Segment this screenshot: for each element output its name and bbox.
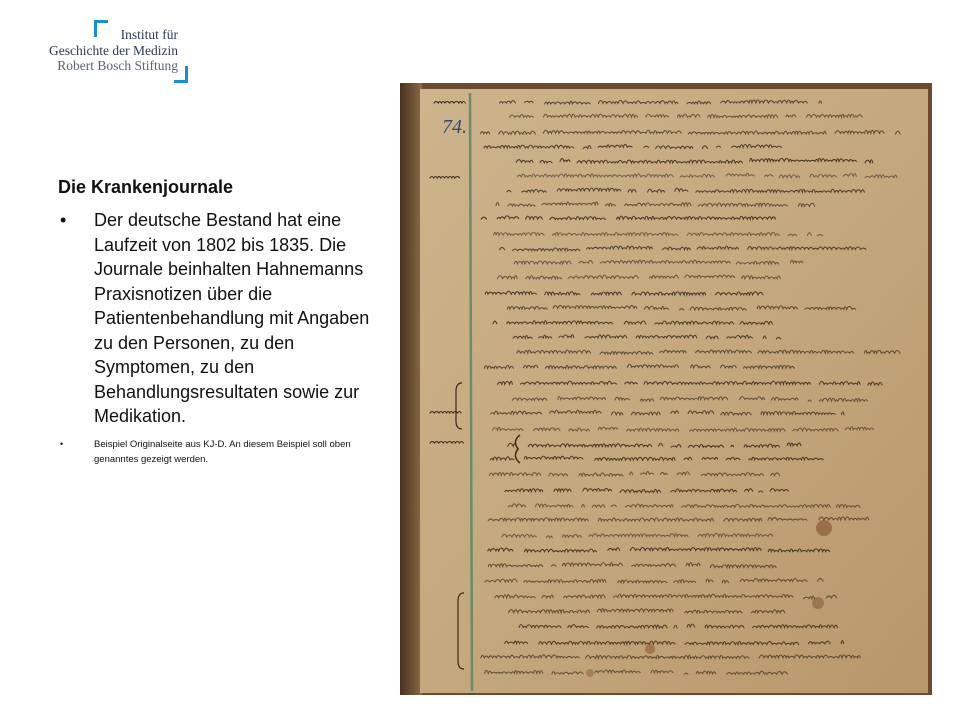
paper-page bbox=[420, 89, 928, 693]
small-bullet-text: Beispiel Originalseite aus KJ-D. An diesem Beispiel soll oben genanntes gezeigt werden. bbox=[94, 438, 351, 465]
logo-line-3: Robert Bosch Stiftung bbox=[57, 58, 178, 73]
manuscript-page-image bbox=[400, 83, 932, 695]
main-bullet bbox=[58, 208, 372, 429]
main-bullet-text: Der deutsche Bestand hat eine Laufzeit von 1802 bis 1835. Die Journale beinhalten Hahnemanns Praxisnotizen über die Patientenbehandlung mit Angaben zu den Personen, zu den Symptomen, zu den Behandlungsresultaten sowie zur Medikation. bbox=[94, 210, 370, 426]
bullet-dot: • bbox=[60, 210, 67, 230]
slide-heading: Die Krankenjournale bbox=[58, 177, 234, 197]
logo-line-2: Geschichte der Medizin bbox=[49, 42, 178, 58]
logo-text bbox=[49, 27, 178, 74]
slide-text-block bbox=[58, 176, 372, 467]
ink-stain bbox=[645, 644, 655, 654]
ink-stain bbox=[586, 669, 594, 677]
small-bullet bbox=[58, 437, 372, 467]
logo-bracket-bottom-right bbox=[174, 66, 188, 83]
book-spine-edge bbox=[400, 83, 422, 695]
manuscript-page-number: 74. bbox=[442, 116, 467, 138]
manuscript-drawing bbox=[400, 83, 932, 695]
logo-line-1: Institut für bbox=[120, 27, 178, 42]
bullet-dot-small: • bbox=[60, 438, 64, 449]
ink-stain bbox=[816, 520, 832, 536]
ink-stain bbox=[812, 597, 824, 609]
institute-logo bbox=[22, 18, 192, 86]
